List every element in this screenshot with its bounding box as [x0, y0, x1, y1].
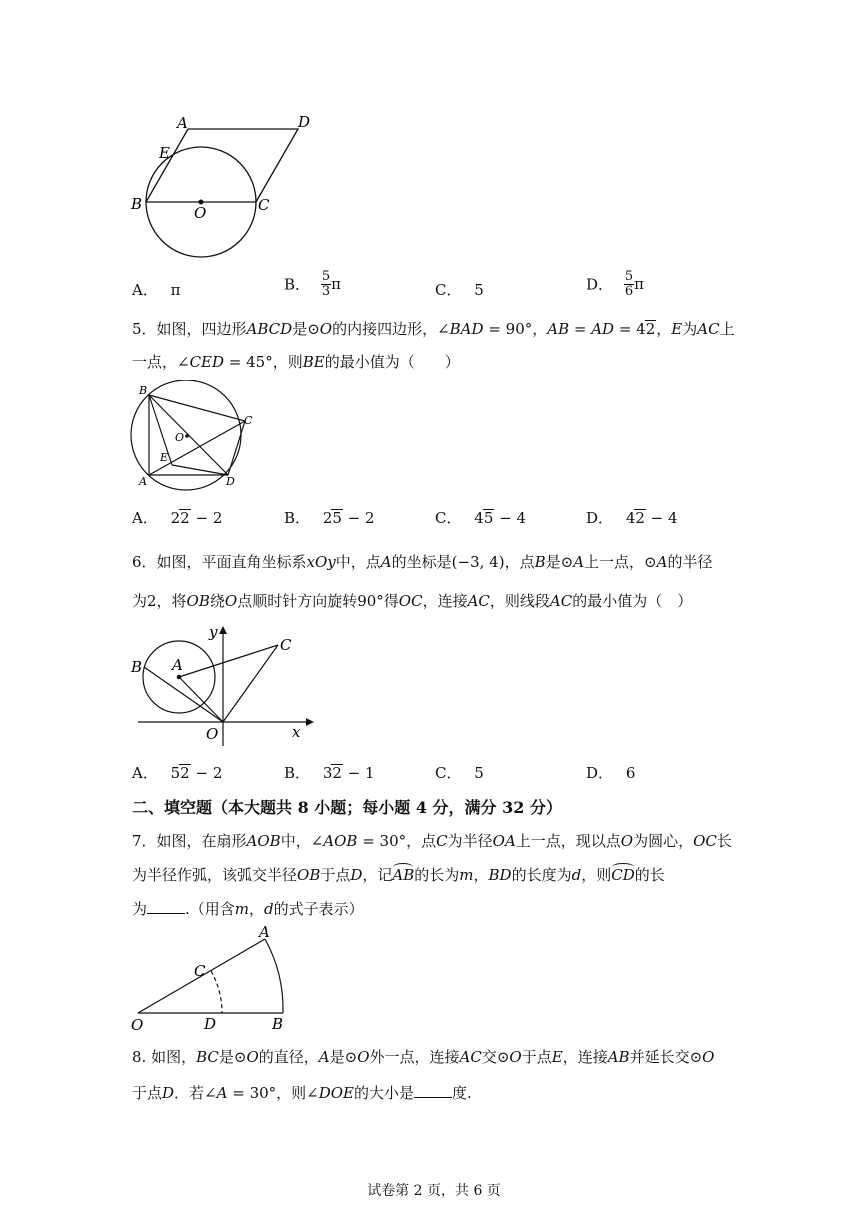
q5-l1-h: AB	[547, 320, 570, 338]
q6-option-b-coef: 3	[322, 764, 333, 782]
q5-l2-e: 的最小值为（ ）	[324, 353, 460, 371]
q5-option-a-rest: − 2	[190, 509, 223, 527]
q5-l1-n: E	[671, 320, 683, 338]
q5-option-a-coef: 2	[170, 509, 181, 527]
q7-l2-e: ，记	[362, 866, 393, 884]
q4-option-b	[284, 270, 341, 298]
q6-l1-l: A	[656, 553, 668, 571]
q5-l1-q: 上	[719, 320, 735, 338]
q5-option-d-rest: − 4	[645, 509, 678, 527]
q4-option-d-denominator: 6	[624, 283, 634, 299]
q7-figure	[128, 925, 303, 1037]
q8-l1-r: O	[702, 1048, 715, 1066]
q4-option-d-pi: π	[634, 275, 644, 294]
q6-l2-g: ，连接	[422, 592, 468, 610]
q6-figure	[128, 620, 318, 750]
q4-option-b-pi: π	[331, 275, 341, 294]
q5-l1-f: BAD	[449, 320, 484, 338]
q4-figure	[125, 108, 325, 268]
q5-l1-c: 是⊙	[292, 320, 320, 338]
q8-l1-i: 外一点，连接	[369, 1048, 460, 1066]
q7-l2-g: 的长为	[414, 866, 460, 884]
q5-option-d	[586, 507, 678, 528]
q5-l1-k: = 4	[614, 320, 646, 338]
q7-label-b: B	[272, 1015, 284, 1033]
q6-segment-ac	[179, 645, 278, 677]
q6-option-d	[586, 762, 635, 783]
q6-option-b-radicand: 2	[332, 764, 342, 782]
q8-l1-n: E	[551, 1048, 563, 1066]
q6-label-c: C	[280, 636, 292, 654]
q4-option-d-numerator: 5	[624, 269, 634, 284]
q7-l2-o: 的长	[634, 866, 665, 884]
q5-l1-i: =	[569, 320, 592, 338]
q7-l2-a: 为半径作弧，该弧交半径	[132, 866, 298, 884]
q5-option-c-radicand: 5	[483, 509, 494, 527]
q6-l2-e: 点顺时针方向旋转90°得	[237, 592, 399, 610]
q5-l1-e: 的内接四边形，∠	[332, 320, 450, 338]
q5-l1-sqrt: 2	[645, 320, 656, 338]
q6-label-x: x	[292, 723, 301, 741]
q6-option-a-radicand: 2	[180, 764, 190, 782]
q5-option-d-letter: D．	[586, 509, 614, 527]
q6-option-c	[435, 762, 484, 783]
q6-l1-g: ，点	[504, 553, 535, 571]
q6-l1-i: 是⊙	[545, 553, 574, 571]
q6-l2-a: 为2，将	[132, 592, 187, 610]
q8-l1-a: 8. 如图，	[132, 1048, 197, 1066]
q8-l1-c: 是⊙	[218, 1048, 247, 1066]
q5-option-b-coef: 2	[322, 509, 333, 527]
q7-arc-ab: AB	[392, 866, 415, 884]
q7-label-c: C	[194, 962, 206, 980]
q5-label-d: D	[226, 475, 235, 488]
page-footer: 试卷第 2 页，共 6 页	[367, 1183, 501, 1199]
q6-l2-j: AC	[549, 592, 573, 610]
q5-option-c-letter: C．	[435, 509, 462, 527]
q7-l3-c: m	[234, 900, 250, 918]
q5-text-line2	[132, 351, 460, 372]
q5-label-b: B	[139, 384, 148, 397]
q6-text-line1	[132, 551, 712, 572]
q5-option-a-letter: A．	[132, 509, 158, 527]
q6-l1-b: xOy	[306, 553, 336, 571]
q4-option-c-value: 5	[474, 281, 484, 299]
q4-option-b-letter: B．	[284, 275, 311, 294]
q6-option-c-value: 5	[474, 764, 484, 782]
q6-option-b-letter: B．	[284, 764, 311, 782]
q6-option-d-letter: D．	[586, 764, 614, 782]
q8-l2-b: D	[162, 1084, 175, 1102]
q7-l2-m: ，则	[581, 866, 612, 884]
q6-l1-d: A	[380, 553, 392, 571]
q5-l1-o: 为	[682, 320, 698, 338]
q5-label-a: A	[139, 475, 147, 488]
q6-option-b-rest: − 1	[342, 764, 375, 782]
q7-l1-i: 上一点，现以点	[515, 832, 621, 850]
q8-l2-a: 于点	[132, 1084, 163, 1102]
q5-l1-p: AC	[697, 320, 720, 338]
q5-l1-d: O	[319, 320, 333, 338]
q7-l3-d: ，	[249, 900, 265, 918]
q6-label-y: y	[209, 623, 218, 641]
q6-label-b: B	[131, 658, 143, 676]
q5-text-line1	[132, 318, 735, 339]
q4-option-b-denominator: 3	[321, 283, 331, 299]
q8-l1-l: O	[509, 1048, 522, 1066]
q8-text-line2	[132, 1082, 472, 1103]
q8-l1-p: AB	[607, 1048, 630, 1066]
q5-label-e: E	[160, 451, 169, 464]
q8-l1-d: O	[246, 1048, 259, 1066]
q7-l1-j: O	[620, 832, 634, 850]
q8-l2-c: ．若∠	[174, 1084, 217, 1102]
q5-l1-b: ABCD	[246, 320, 293, 338]
q6-segment-oc	[223, 645, 278, 722]
q4-option-d-fraction	[624, 270, 634, 298]
q8-l2-h: 度.	[452, 1084, 472, 1102]
q5-option-d-coef: 4	[625, 509, 636, 527]
q7-l2-d: D	[350, 866, 363, 884]
q6-option-d-value: 6	[625, 764, 636, 782]
q4-label-o: O	[194, 204, 207, 222]
q7-l3-f: 的式子表示）	[273, 900, 364, 918]
q5-center-dot	[185, 434, 189, 438]
q5-option-c	[435, 507, 526, 528]
section-heading: 二、填空题（本大题共 8 小题；每小题 4 分，满分 32 分）	[132, 798, 562, 817]
q8-l1-k: 交⊙	[481, 1048, 510, 1066]
q7-l1-m: 长	[716, 832, 732, 850]
q8-l1-o: ，连接	[562, 1048, 608, 1066]
q4-option-c-letter: C．	[435, 281, 462, 299]
q4-option-a	[132, 279, 180, 300]
q6-l1-h: B	[534, 553, 546, 571]
q7-text-line1	[132, 830, 732, 851]
q8-l2-g: 的大小是	[354, 1084, 415, 1102]
q6-l1-m: 的半径	[667, 553, 713, 571]
q6-x-axis-arrow	[306, 718, 314, 726]
q6-l2-f: OC	[398, 592, 423, 610]
q8-l1-h: O	[357, 1048, 370, 1066]
q5-option-b	[284, 507, 375, 528]
q6-option-c-letter: C．	[435, 764, 462, 782]
q5-option-a	[132, 507, 222, 528]
q5-l1-g: = 90°，	[483, 320, 548, 338]
q7-arc-cd-dashed	[211, 971, 222, 1013]
q8-l1-b: BC	[196, 1048, 219, 1066]
q7-l1-e: = 30°，点	[357, 832, 437, 850]
q5-figure	[128, 380, 258, 492]
q8-l2-d: A	[216, 1084, 228, 1102]
q8-l2-e: = 30°，则∠	[227, 1084, 319, 1102]
q6-option-a	[132, 762, 222, 783]
q8-answer-blank[interactable]	[414, 1083, 452, 1098]
q4-option-b-fraction	[321, 270, 331, 298]
q6-option-a-letter: A．	[132, 764, 158, 782]
q4-option-b-numerator: 5	[321, 269, 331, 284]
q6-l1-e: 的坐标是	[391, 553, 452, 571]
q7-l2-i: ，	[473, 866, 489, 884]
q6-l1-a: 6．如图，平面直角坐标系	[132, 553, 307, 571]
q8-text-line1	[132, 1046, 714, 1067]
q7-l1-f: C	[436, 832, 448, 850]
q6-segment-ao	[179, 677, 223, 722]
q8-l1-q: 并延长交⊙	[629, 1048, 703, 1066]
q4-option-c	[435, 279, 484, 300]
q7-l1-l: OC	[693, 832, 717, 850]
q4-label-c: C	[258, 196, 270, 214]
q6-text-line2	[132, 590, 692, 611]
q7-arc-cd: CD	[611, 866, 635, 884]
q5-l1-m: ，	[656, 320, 672, 338]
q7-l1-a: 7．如图，在扇形	[132, 832, 247, 850]
q5-l2-b: CED	[189, 353, 225, 371]
q8-l1-f: A	[318, 1048, 330, 1066]
q5-label-c: C	[244, 414, 253, 427]
q6-l1-f: (−3, 4)	[451, 553, 505, 571]
q7-label-o: O	[131, 1016, 144, 1034]
q5-option-a-radicand: 2	[180, 509, 190, 527]
q7-l2-j: BD	[488, 866, 512, 884]
q5-l1-a: 5．如图，四边形	[132, 320, 247, 338]
q6-l2-c: 绕	[209, 592, 225, 610]
q5-option-b-letter: B．	[284, 509, 311, 527]
q8-l1-m: 于点	[521, 1048, 552, 1066]
q7-text-line2	[132, 864, 665, 885]
q4-option-d-letter: D．	[586, 275, 614, 294]
q4-option-a-letter: A．	[132, 281, 158, 299]
q6-option-b	[284, 762, 375, 783]
q8-l2-f: DOE	[318, 1084, 355, 1102]
q7-label-a: A	[259, 925, 270, 941]
q8-l1-g: 是⊙	[329, 1048, 358, 1066]
q4-option-d	[586, 270, 644, 298]
q4-label-e: E	[159, 144, 170, 162]
q4-parallelogram	[146, 129, 298, 202]
q8-l1-e: 的直径，	[258, 1048, 319, 1066]
q7-l1-d: AOB	[323, 832, 358, 850]
q7-l1-b: AOB	[246, 832, 281, 850]
q5-option-b-radicand: 5	[332, 509, 342, 527]
q6-l2-d: O	[224, 592, 238, 610]
q4-label-d: D	[298, 113, 311, 131]
q6-option-a-coef: 5	[170, 764, 181, 782]
q5-option-b-rest: − 2	[342, 509, 375, 527]
q7-answer-blank[interactable]	[147, 899, 185, 914]
q5-l2-d: BE	[302, 353, 325, 371]
q4-label-a: A	[177, 114, 188, 132]
q7-l2-b: OB	[297, 866, 321, 884]
q5-label-o: O	[175, 431, 185, 444]
q5-l2-c: = 45°，则	[224, 353, 303, 371]
q5-option-c-coef: 4	[474, 509, 484, 527]
q7-arc-ab-curve	[265, 939, 283, 1013]
q6-label-o: O	[206, 725, 219, 743]
q7-l1-h: OA	[492, 832, 516, 850]
q6-l1-c: 中，点	[335, 553, 381, 571]
q7-l3-a: 为	[132, 900, 148, 918]
q6-l2-h: AC	[467, 592, 490, 610]
q7-label-d: D	[204, 1015, 217, 1033]
q7-l2-l: d	[571, 866, 582, 884]
q6-label-a: A	[172, 656, 183, 674]
q5-option-d-radicand: 2	[635, 509, 645, 527]
q7-l1-c: 中，∠	[280, 832, 324, 850]
q7-l3-e: d	[264, 900, 274, 918]
q5-l1-j: AD	[591, 320, 615, 338]
q5-option-c-rest: − 4	[494, 509, 527, 527]
q4-option-a-value: π	[170, 281, 181, 299]
q6-l1-j: A	[573, 553, 585, 571]
q8-l1-j: AC	[459, 1048, 482, 1066]
q5-l2-a: 一点，∠	[132, 353, 190, 371]
q7-l2-k: 的长度为	[511, 866, 572, 884]
q7-l3-b: .（用含	[185, 900, 235, 918]
q7-text-line3	[132, 898, 364, 919]
q7-l1-k: 为圆心，	[633, 832, 694, 850]
q7-l1-g: 为半径	[447, 832, 493, 850]
q6-y-axis-arrow	[219, 626, 227, 634]
q4-label-b: B	[131, 195, 143, 213]
q6-l2-k: 的最小值为（ ）	[572, 592, 693, 610]
q6-option-a-rest: − 2	[190, 764, 223, 782]
q6-l2-b: OB	[186, 592, 210, 610]
q7-l2-c: 于点	[320, 866, 351, 884]
q6-l1-k: 上一点，⊙	[584, 553, 657, 571]
q7-l2-h: m	[459, 866, 474, 884]
q6-l2-i: ，则线段	[489, 592, 550, 610]
